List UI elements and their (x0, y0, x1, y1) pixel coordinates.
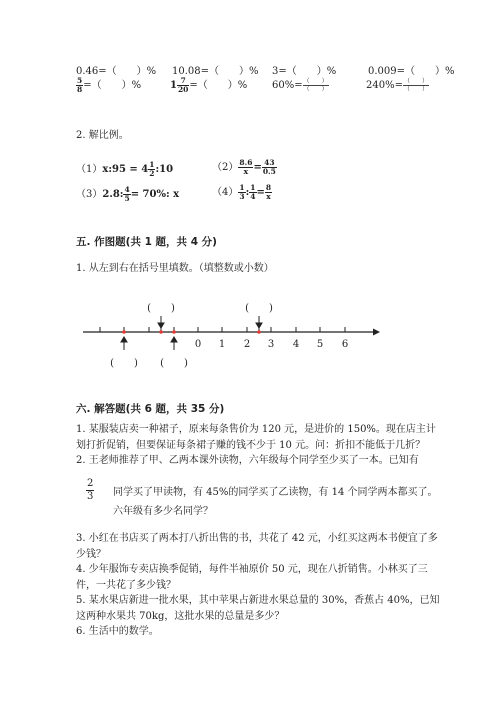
ratio-problem-4: （4） $\frac{1}{3}$ : $\frac{1}{4}$ = $\frac{8}{x}$ (212, 183, 272, 201)
tick-label: 2 (243, 339, 251, 350)
section-6-question-2-continued: 同学买了甲读物，有 45%的同学买了乙读物，有 14 个同学两本都买了。六年级有多少名同学？ (113, 487, 438, 517)
section-6-question-4: 4. 少年服饰专卖店换季促销，每件半袖原价 50 元，现在八折销售。小林买了三件，一共花了多少钱？ (76, 564, 428, 591)
fill-item-3: 3=（ ）% (272, 66, 337, 77)
fill-item-6: 1 $\frac{7}{20}$ =（ ）% (170, 76, 248, 94)
point-marker (122, 330, 126, 334)
point-marker (159, 330, 163, 334)
answer-bracket: ( ) (110, 358, 138, 369)
fill-item-4: 0.009=（ ）% (368, 66, 455, 77)
point-marker (172, 330, 176, 334)
question-2-fraction: $\frac{2}{3}$ (87, 478, 94, 502)
point-marker (257, 330, 261, 334)
answer-bracket: ( ) (147, 303, 175, 314)
section-6-question-2: 2. 王老师推荐了甲、乙两本课外读物，六年级每个同学至少买了一本。已知有 (76, 455, 419, 466)
fill-item-7: 60%= （ ） （ ） (272, 78, 328, 93)
ratio-problem-2: （2） $\frac{8.6}{x}$ = $\frac{43}{0.5}$ (212, 158, 276, 176)
tick-label: 0 (194, 339, 202, 350)
up-arrow-icon (121, 337, 127, 342)
section-6-title: 六. 解答题(共 6 题，共 35 分) (76, 403, 225, 415)
axis-arrow-icon (373, 329, 380, 336)
answer-bracket: ( ) (160, 358, 188, 369)
tick-label: 4 (292, 339, 300, 350)
tick-label: 6 (341, 339, 349, 350)
number-line-diagram (0, 295, 500, 370)
down-arrow-icon (158, 323, 164, 328)
tick-label: 5 (316, 339, 324, 350)
section-6-question-5: 5. 某水果店新进一批水果，其中苹果占新进水果总量的 30%，香蕉占 40%，已知这两种水果共 70kg，这批水果的总量是多少？ (76, 595, 440, 622)
answer-bracket: ( ) (245, 303, 273, 314)
section-6-question-3: 3. 小红在书店买了两本打八折出售的书，共花了 42 元，小红买这两本书便宜了多少钱？ (76, 533, 438, 560)
section-5-question-1: 1. 从左到右在括号里填数。（填整数或小数） (76, 263, 274, 274)
fill-item-1: 0.46=（ ）% (76, 66, 157, 77)
tick-label: 1 (218, 339, 226, 350)
section-6-question-1: 1. 某服装店卖一种裙子，原来每条售价为 120 元，是进价的 150%。现在店主计划打折促销，但要保证每条裙子赚的钱不少于 10 元。问：折扣不能低于几折？ (76, 424, 436, 451)
tick-label: 3 (267, 339, 275, 350)
fill-item-2: 10.08=（ ）% (172, 66, 259, 77)
section-6-question-6: 6. 生活中的数学。 (76, 626, 159, 637)
ratio-problem-1: （1）x:95 = 4 $\frac{1}{2}$ :10 (76, 160, 174, 178)
question-2-heading: 2. 解比例。 (76, 130, 129, 141)
down-arrow-icon (256, 323, 262, 328)
section-5-title: 五. 作图题(共 1 题，共 4 分) (76, 236, 217, 248)
fill-item-8: 240%= （ ） （ ） (366, 78, 428, 93)
ratio-problem-3: （3）2.8: $\frac{4}{5}$ = 70%: x (76, 185, 180, 203)
up-arrow-icon (171, 337, 177, 342)
fill-item-5: $\frac{5}{8}$ =（ ）% (77, 76, 142, 94)
